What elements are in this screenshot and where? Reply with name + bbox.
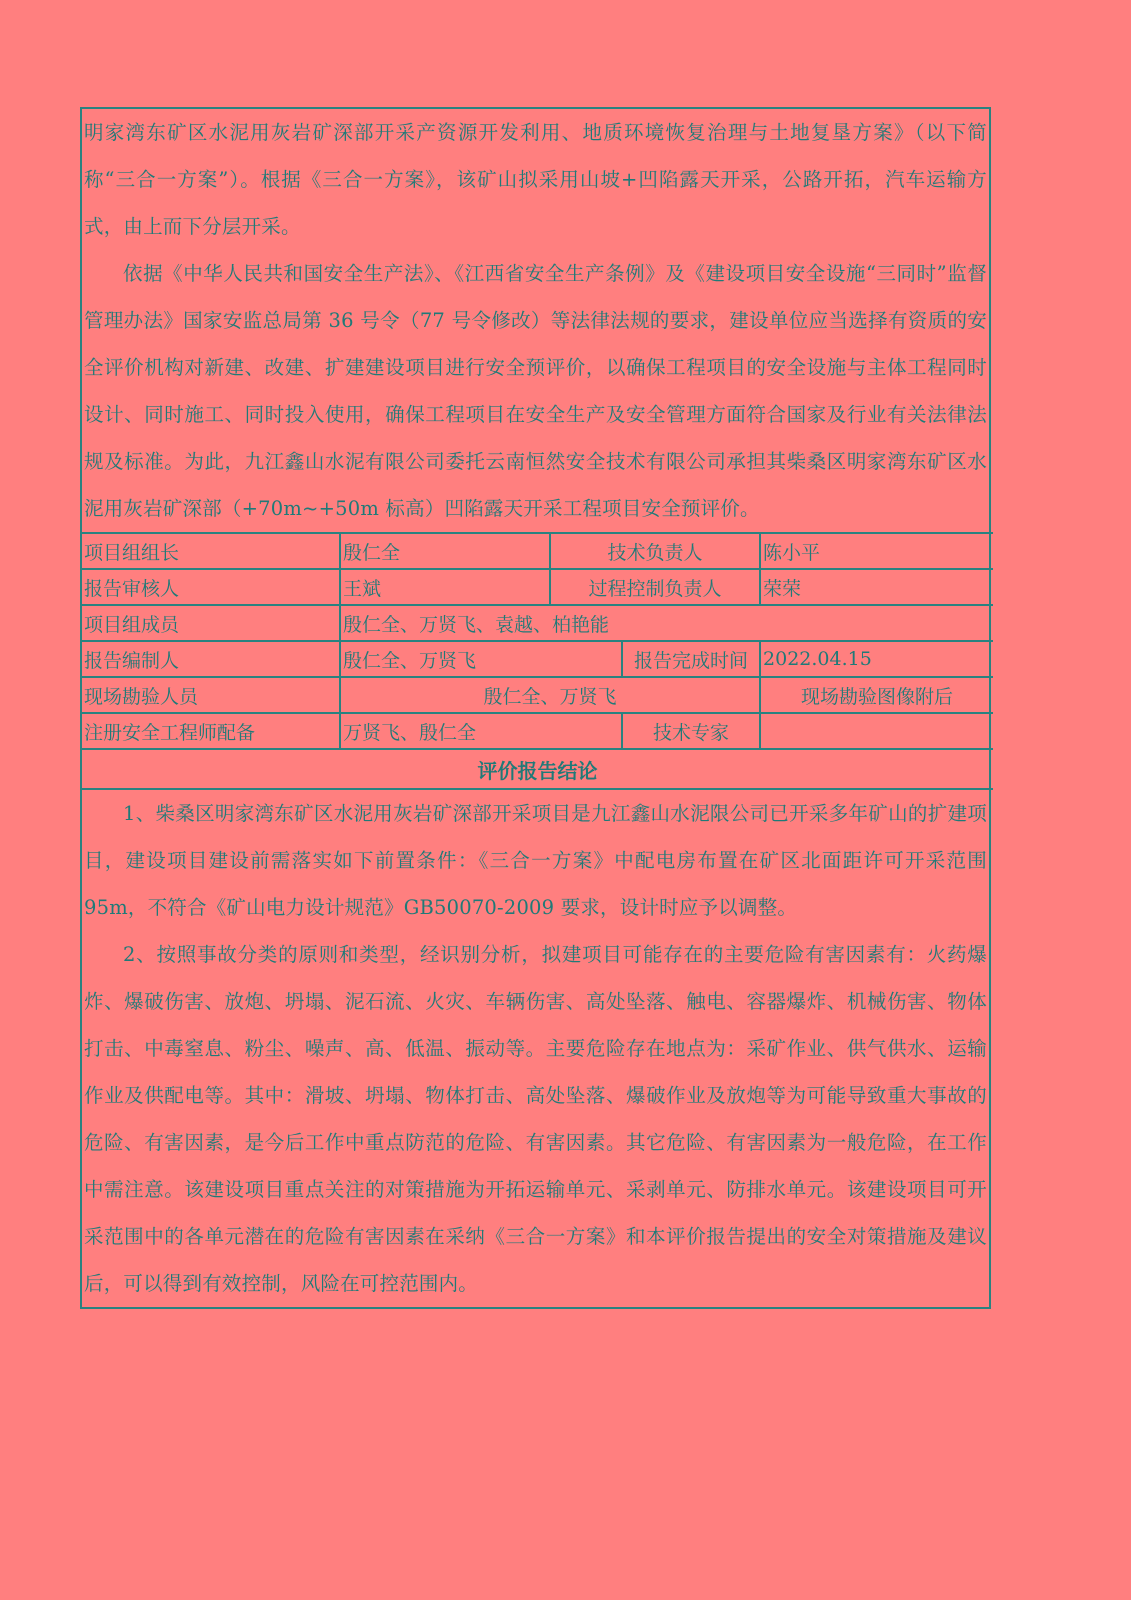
engineers-label: 注册安全工程师配备 [82, 713, 340, 749]
intro-paragraph-2: 依据《中华人民共和国安全生产法》、《江西省安全生产条例》及《建设项目安全设施“三同时”监督管理办法》国家安监总局第 36 号令（77 号令修改）等法律法规的要求，建设单位应当选择有资质的安全评价机构对新建、改建、扩建建设项目进行安全预评价，以确保工程项目的安全设施与主体工程同时设计、同时施工、同时投入使用，确保工程项目在安全生产及安全管理方面符合国家及行业有关法律法规及标准。为此，九江鑫山水泥有限公司委托云南恒然安全技术有限公司承担其柴桑区明家湾东矿区水泥用灰岩矿深部（+70m~+50m 标高）凹陷露天开采工程项目安全预评价。 [84, 262, 987, 520]
conclusion-section [82, 790, 989, 1307]
table-row [82, 749, 993, 789]
table-row [82, 713, 993, 749]
table-row [82, 641, 993, 677]
reviewer-value: 王斌 [340, 569, 550, 605]
table-row [82, 569, 993, 605]
completion-value: 2022.04.15 [760, 641, 993, 677]
process-lead-label: 过程控制负责人 [550, 569, 760, 605]
conclusion-paragraph-1: 1、柴桑区明家湾东矿区水泥用灰岩矿深部开采项目是九江鑫山水泥限公司已开采多年矿山的扩建项目，建设项目建设前需落实如下前置条件：《三合一方案》中配电房布置在矿区北面距许可开采范围 95m，不符合《矿山电力设计规范》GB50070-2009 要求，设计时应予以调整。 [84, 802, 987, 919]
completion-label: 报告完成时间 [622, 641, 760, 677]
expert-value [760, 713, 993, 749]
intro-section [82, 109, 989, 532]
expert-label: 技术专家 [622, 713, 760, 749]
table-row [82, 605, 993, 641]
conclusion-title: 评价报告结论 [82, 749, 993, 789]
reviewer-label: 报告审核人 [82, 569, 340, 605]
leader-label: 项目组组长 [82, 533, 340, 569]
table-row [82, 677, 993, 713]
tech-lead-value: 陈小平 [760, 533, 993, 569]
survey-note: 现场勘验图像附后 [760, 677, 993, 713]
report-sheet [80, 107, 991, 1309]
survey-label: 现场勘验人员 [82, 677, 340, 713]
members-value: 殷仁全、万贤飞、袁越、柏艳能 [340, 605, 993, 641]
engineers-value: 万贤飞、殷仁全 [340, 713, 622, 749]
authors-value: 殷仁全、万贤飞 [340, 641, 622, 677]
tech-lead-label: 技术负责人 [550, 533, 760, 569]
survey-value: 殷仁全、万贤飞 [340, 677, 760, 713]
conclusion-paragraph-2: 2、按照事故分类的原则和类型，经识别分析，拟建项目可能存在的主要危险有害因素有：火药爆炸、爆破伤害、放炮、坍塌、泥石流、火灾、车辆伤害、高处坠落、触电、容器爆炸、机械伤害、物体打击、中毒窒息、粉尘、噪声、高、低温、振动等。主要危险存在地点为：采矿作业、供气供水、运输作业及供配电等。其中：滑坡、坍塌、物体打击、高处坠落、爆破作业及放炮等为可能导致重大事故的危险、有害因素，是今后工作中重点防范的危险、有害因素。其它危险、有害因素为一般危险，在工作中需注意。该建设项目重点关注的对策措施为开拓运输单元、采剥单元、防排水单元。该建设项目可开采范围中的各单元潜在的危险有害因素在采纳《三合一方案》和本评价报告提出的安全对策措施及建议后，可以得到有效控制，风险在可控范围内。 [84, 943, 987, 1295]
process-lead-value: 荣荣 [760, 569, 993, 605]
intro-paragraph-1: 明家湾东矿区水泥用灰岩矿深部开采产资源开发利用、地质环境恢复治理与土地复垦方案》（以下简称“三合一方案”）。根据《三合一方案》，该矿山拟采用山坡+凹陷露天开采，公路开拓，汽车运输方式，由上而下分层开采。 [84, 121, 987, 238]
authors-label: 报告编制人 [82, 641, 340, 677]
leader-value: 殷仁全 [340, 533, 550, 569]
table-row [82, 533, 993, 569]
team-table [82, 532, 993, 790]
members-label: 项目组成员 [82, 605, 340, 641]
